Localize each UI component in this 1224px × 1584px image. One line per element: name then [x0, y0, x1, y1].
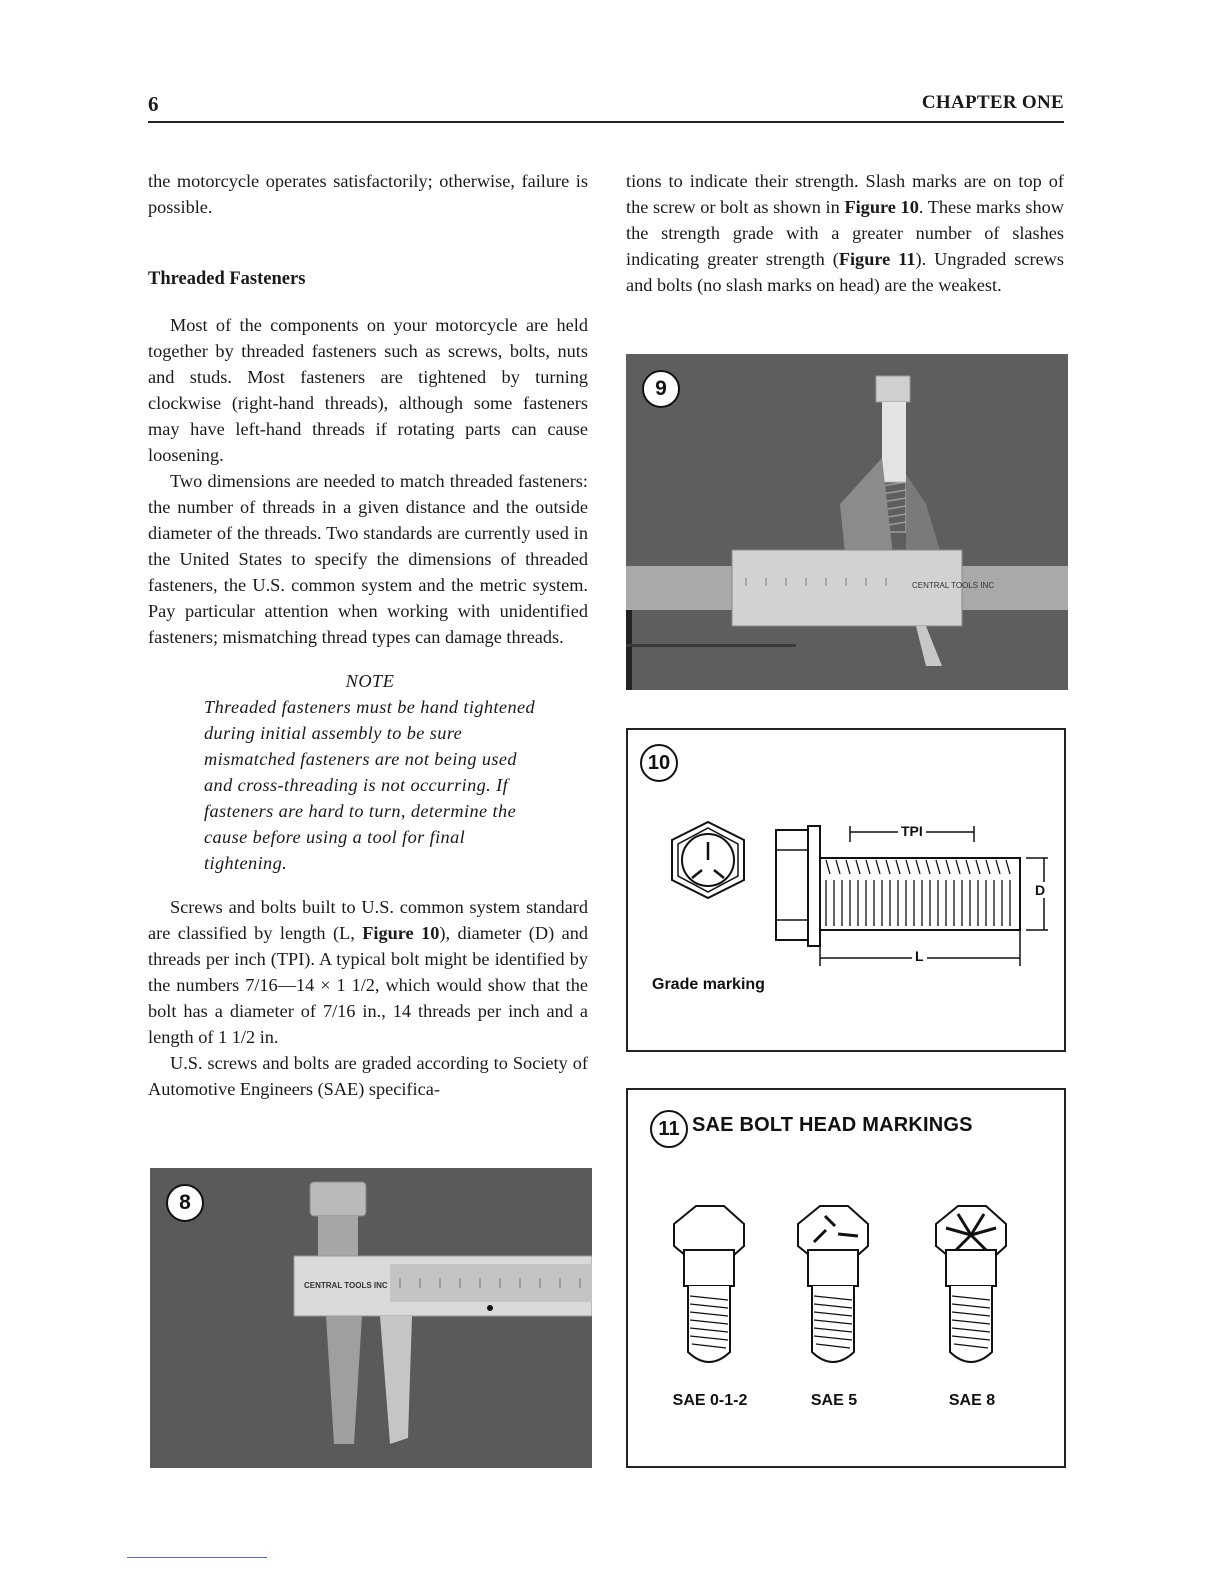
tpi-label: TPI [898, 823, 926, 839]
grade-marking-label: Grade marking [652, 976, 765, 993]
bolt-sae-5 [798, 1206, 868, 1362]
right-paragraph-part-a: tions to indicate their strength. Slash marks are on top of the screw or bolt as shown in [626, 171, 1064, 217]
fig8-brand: CENTRAL TOOLS INC [304, 1281, 388, 1290]
figure-10-reference-right: Figure 10 [844, 197, 919, 217]
figure-10-reference: Figure 10 [362, 923, 440, 943]
chapter-title: CHAPTER ONE [921, 92, 1064, 113]
page-number: 6 [148, 92, 159, 116]
bolt-label-sae-012: SAE 0-1-2 [672, 1392, 748, 1409]
note-block [204, 668, 536, 876]
figure-11-badge: 11 [650, 1110, 688, 1148]
left-column [148, 168, 588, 1102]
figure-11-reference: Figure 11 [838, 249, 916, 269]
footer-rule [127, 1557, 267, 1558]
intro-paragraph: the motorcycle operates satisfactorily; otherwise, failure is possible. [148, 171, 588, 217]
paragraph-3 [148, 894, 588, 1050]
right-column [626, 168, 1064, 298]
header-rule [148, 121, 1064, 123]
figure-8-badge: 8 [166, 1184, 204, 1222]
right-paragraph-1 [626, 168, 1064, 298]
bolt-heads-drawing [628, 1090, 1064, 1390]
diameter-label: D [1032, 882, 1048, 898]
figure-10-diagram [626, 728, 1066, 1052]
figure-11-diagram [626, 1088, 1066, 1468]
fig9-brand: CENTRAL TOOLS INC [912, 581, 995, 590]
note-title: NOTE [345, 671, 395, 691]
caliper-bolt-illustration [626, 354, 1068, 690]
figure-8-photo [150, 1168, 592, 1468]
paragraph-1: Most of the components on your motorcycle are held together by threaded fasteners such as screws, bolts, nuts and studs. Most fasteners are tightened by turning clockwise (right-hand threads), although some fasteners may have left-hand threads if rotating parts can cause loosening. [148, 315, 588, 465]
caliper-nut-illustration [150, 1168, 592, 1468]
figure-10-badge: 10 [640, 744, 678, 782]
bolt-label-sae-5: SAE 5 [810, 1392, 858, 1409]
note-body: Threaded fasteners must be hand tightened during initial assembly to be sure mismatched fasteners are not being used and cross-threading is not occurring. If fasteners are hard to turn, determine the cause before using a tool for final tightening. [204, 697, 536, 873]
paragraph-3-part-a: Screws and bolts built to U.S. common system standard are classified by length (L, [148, 897, 588, 943]
figure-9-badge: 9 [642, 370, 680, 408]
bolt-label-sae-8: SAE 8 [948, 1392, 996, 1409]
paragraph-4: U.S. screws and bolts are graded according to Society of Automotive Engineers (SAE) specifica- [148, 1053, 588, 1099]
right-paragraph-part-c: ). Ungraded screws and bolts (no slash marks on head) are the weakest. [626, 249, 1064, 295]
paragraph-3-part-b: ), diameter (D) and threads per inch (TPI). A typical bolt might be identified by the numbers 7/16—14 × 1 1/2, which would show that the bolt has a diameter of 7/16 in., 14 threads per inch and a length of 1 1/2 in. [148, 923, 588, 1047]
paragraph-2: Two dimensions are needed to match threaded fasteners: the number of threads in a given distance and the outside diameter of the threads. Two standards are currently used in the United States to specify the dimensions of threaded fasteners, the U.S. common system and the metric system. Pay particular attention when working with unidentified fasteners; mismatching thread types can damage threads. [148, 471, 588, 647]
bolt-sae-012 [674, 1206, 744, 1362]
section-heading: Threaded Fasteners [148, 269, 306, 289]
bolt-dimension-diagram [628, 730, 1064, 1050]
bolt-sae-8 [936, 1206, 1006, 1362]
length-label: L [912, 948, 927, 964]
right-paragraph-part-b: . These marks show the strength grade with a greater number of slashes indicating greater strength ( [626, 197, 1064, 269]
figure-9-photo [626, 354, 1068, 690]
figure-11-title: SAE BOLT HEAD MARKINGS [692, 1114, 973, 1136]
